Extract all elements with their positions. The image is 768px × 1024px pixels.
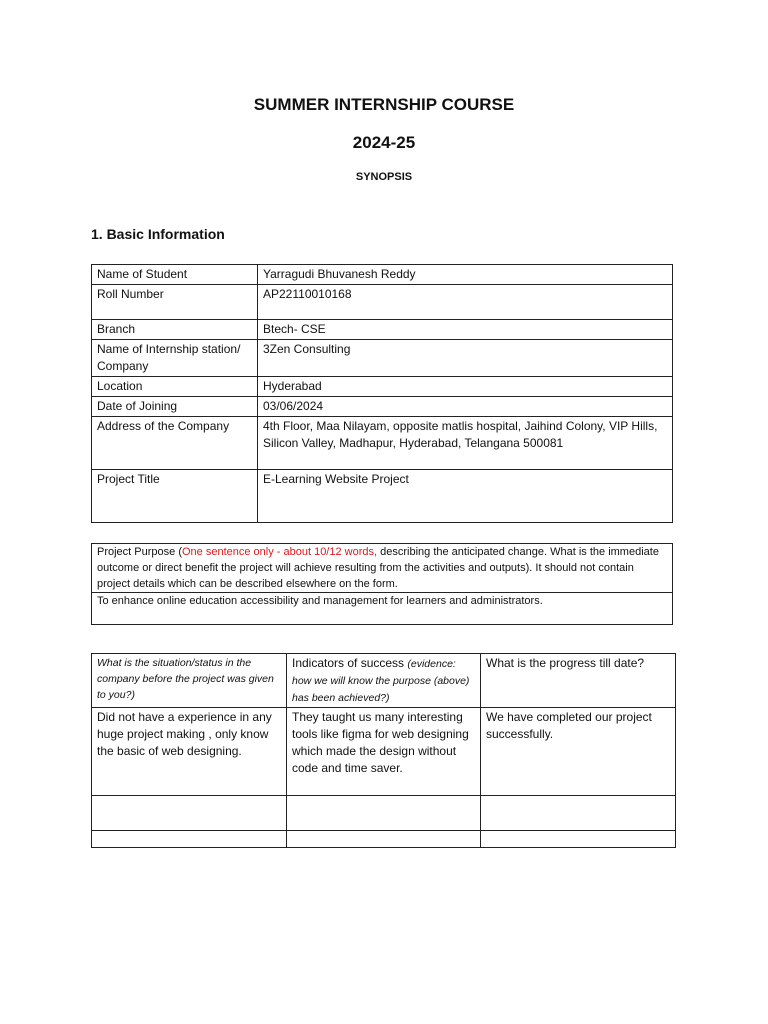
purpose-instructions	[92, 544, 673, 593]
row-label: Name of Internship station/ Company	[92, 340, 258, 377]
row-label: Location	[92, 377, 258, 397]
row-label: Name of Student	[92, 265, 258, 285]
purpose-prefix: Project Purpose (	[97, 546, 182, 558]
section-heading-basic-info: 1. Basic Information	[91, 226, 225, 242]
purpose-answer: To enhance online education accessibility and management for learners and administrators.	[92, 593, 673, 625]
row-value: E-Learning Website Project	[258, 470, 673, 523]
project-purpose-table	[91, 543, 673, 625]
header-indicators-italic: (evidence: how we will know the purpose (above) has been achieved?)	[292, 658, 470, 704]
purpose-highlight: One sentence only - about 10/12 words,	[181, 546, 378, 558]
row-value: 4th Floor, Maa Nilayam, opposite matlis hospital, Jaihind Colony, VIP Hills, Silicon Valley, Madhapur, Hyderabad, Telangana 500081	[258, 417, 673, 470]
row-label: Address of the Company	[92, 417, 258, 470]
table-row	[92, 593, 673, 625]
row-label: Roll Number	[92, 285, 258, 320]
doc-title: SUMMER INTERNSHIP COURSE	[253, 95, 515, 114]
table-row	[92, 654, 676, 708]
row-value: Hyderabad	[258, 377, 673, 397]
row-value: Yarragudi Bhuvanesh Reddy	[258, 265, 673, 285]
header-situation: What is the situation/status in the company before the project was given to you?)	[92, 654, 287, 708]
progress-table	[91, 653, 676, 848]
table-row	[92, 470, 673, 523]
row-value: 03/06/2024	[258, 397, 673, 417]
cell-indicators: They taught us many interesting tools like figma for web designing which made the design without code and time saver.	[287, 708, 481, 796]
doc-year: 2024-25	[352, 133, 416, 152]
cell-situation: Did not have a experience in any huge project making , only know the basic of web designing.	[92, 708, 287, 796]
table-row	[92, 796, 676, 831]
table-row	[92, 708, 676, 796]
empty-cell	[287, 831, 481, 848]
row-label: Date of Joining	[92, 397, 258, 417]
doc-subtitle: SYNOPSIS	[355, 171, 413, 183]
row-value: AP22110010168	[258, 285, 673, 320]
empty-cell	[481, 796, 676, 831]
table-row	[92, 831, 676, 848]
table-row	[92, 320, 673, 340]
row-label: Project Title	[92, 470, 258, 523]
empty-cell	[92, 796, 287, 831]
table-row	[92, 397, 673, 417]
table-row	[92, 265, 673, 285]
basic-info-table	[91, 264, 673, 523]
table-row	[92, 340, 673, 377]
header-progress: What is the progress till date?	[481, 654, 676, 708]
table-row	[92, 377, 673, 397]
empty-cell	[481, 831, 676, 848]
cell-progress: We have completed our project successfully.	[481, 708, 676, 796]
header-indicators-main: Indicators of success	[292, 656, 408, 670]
row-value: 3Zen Consulting	[258, 340, 673, 377]
row-label: Branch	[92, 320, 258, 340]
table-row	[92, 285, 673, 320]
empty-cell	[92, 831, 287, 848]
table-row	[92, 544, 673, 593]
table-row	[92, 417, 673, 470]
row-value: Btech- CSE	[258, 320, 673, 340]
purpose-suffix: describing the anticipated change. What is the immediate outcome or direct benefit the project will achieve resulting from the activities and outputs). It should not contain project details which can be described elsewhere on the form.	[97, 546, 659, 590]
header-indicators	[287, 654, 481, 708]
empty-cell	[287, 796, 481, 831]
